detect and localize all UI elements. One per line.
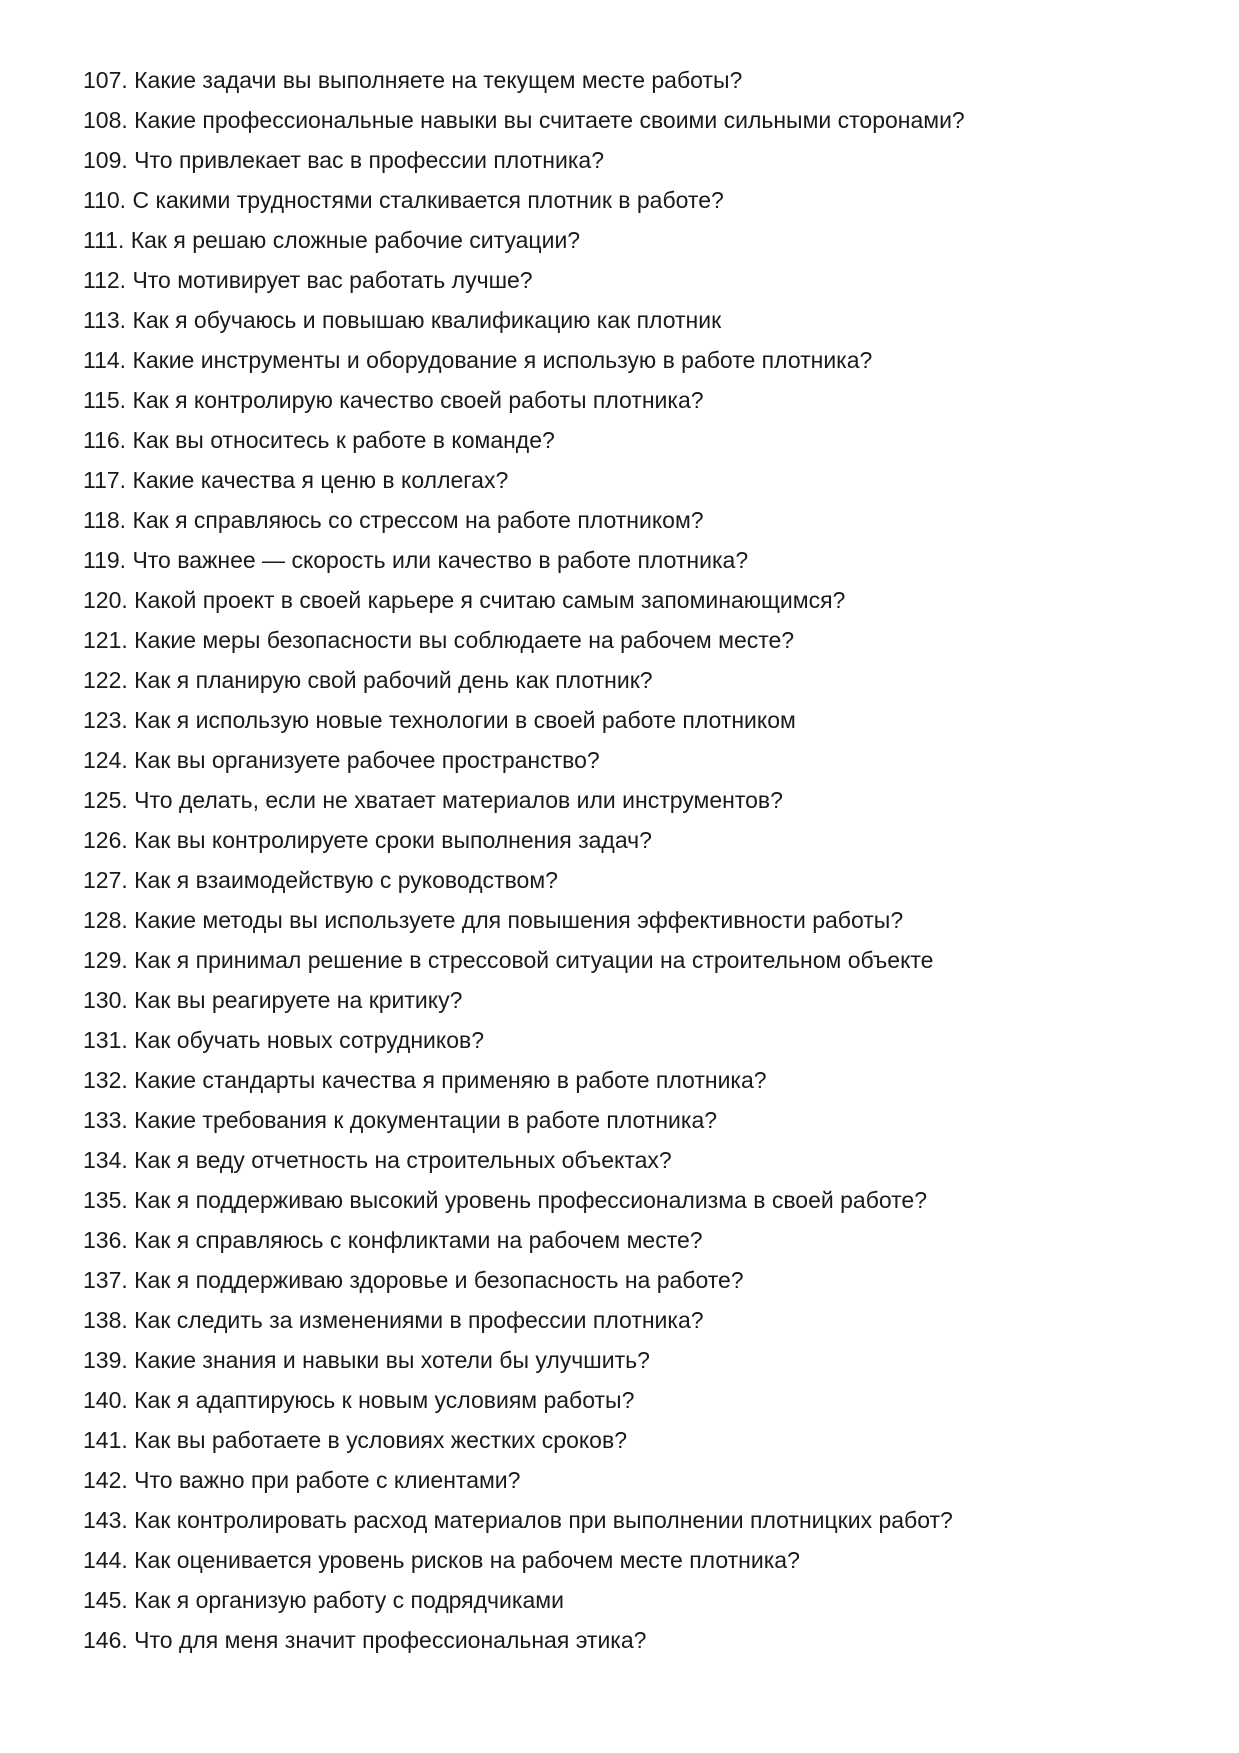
question-list <box>83 60 1163 1660</box>
question-133: 133. Какие требования к документации в работе плотника? <box>83 1107 718 1133</box>
question-130: 130. Как вы реагируете на критику? <box>83 987 463 1013</box>
question-118: 118. Как я справляюсь со стрессом на работе плотником? <box>83 507 704 533</box>
question-145: 145. Как я организую работу с подрядчиками <box>83 1587 564 1613</box>
question-134: 134. Как я веду отчетность на строительных объектах? <box>83 1147 672 1173</box>
question-122: 122. Как я планирую свой рабочий день как плотник? <box>83 667 653 693</box>
question-119: 119. Что важнее — скорость или качество в работе плотника? <box>83 547 749 573</box>
question-121: 121. Какие меры безопасности вы соблюдаете на рабочем месте? <box>83 627 795 653</box>
question-111: 111. Как я решаю сложные рабочие ситуации? <box>83 227 581 253</box>
question-124: 124. Как вы организуете рабочее пространство? <box>83 747 600 773</box>
question-125: 125. Что делать, если не хватает материалов или инструментов? <box>83 787 783 813</box>
question-141: 141. Как вы работаете в условиях жестких сроков? <box>83 1427 627 1453</box>
question-107: 107. Какие задачи вы выполняете на текущем месте работы? <box>83 67 743 93</box>
question-136: 136. Как я справляюсь с конфликтами на рабочем месте? <box>83 1227 703 1253</box>
question-146: 146. Что для меня значит профессиональная этика? <box>83 1627 647 1653</box>
question-126: 126. Как вы контролируете сроки выполнения задач? <box>83 827 652 853</box>
question-115: 115. Как я контролирую качество своей работы плотника? <box>83 387 704 413</box>
question-139: 139. Какие знания и навыки вы хотели бы улучшить? <box>83 1347 650 1373</box>
question-135: 135. Как я поддерживаю высокий уровень профессионализма в своей работе? <box>83 1187 928 1213</box>
question-137: 137. Как я поддерживаю здоровье и безопасность на работе? <box>83 1267 744 1293</box>
question-116: 116. Как вы относитесь к работе в команде? <box>83 427 555 453</box>
question-120: 120. Какой проект в своей карьере я считаю самым запоминающимся? <box>83 587 846 613</box>
question-138: 138. Как следить за изменениями в профессии плотника? <box>83 1307 704 1333</box>
question-129: 129. Как я принимал решение в стрессовой ситуации на строительном объекте <box>83 947 934 973</box>
question-123: 123. Как я использую новые технологии в своей работе плотником <box>83 707 796 733</box>
question-131: 131. Как обучать новых сотрудников? <box>83 1027 485 1053</box>
question-143: 143. Как контролировать расход материалов при выполнении плотницких работ? <box>83 1507 953 1533</box>
question-109: 109. Что привлекает вас в профессии плотника? <box>83 147 604 173</box>
question-108: 108. Какие профессиональные навыки вы считаете своими сильными сторонами? <box>83 107 965 133</box>
question-132: 132. Какие стандарты качества я применяю в работе плотника? <box>83 1067 767 1093</box>
question-127: 127. Как я взаимодействую с руководством? <box>83 867 558 893</box>
question-117: 117. Какие качества я ценю в коллегах? <box>83 467 509 493</box>
question-140: 140. Как я адаптируюсь к новым условиям работы? <box>83 1387 635 1413</box>
question-144: 144. Как оценивается уровень рисков на рабочем месте плотника? <box>83 1547 800 1573</box>
question-128: 128. Какие методы вы используете для повышения эффективности работы? <box>83 907 904 933</box>
question-142: 142. Что важно при работе с клиентами? <box>83 1467 521 1493</box>
question-113: 113. Как я обучаюсь и повышаю квалификацию как плотник <box>83 307 722 333</box>
question-114: 114. Какие инструменты и оборудование я использую в работе плотника? <box>83 347 873 373</box>
question-112: 112. Что мотивирует вас работать лучше? <box>83 267 533 293</box>
question-110: 110. С какими трудностями сталкивается плотник в работе? <box>83 187 724 213</box>
